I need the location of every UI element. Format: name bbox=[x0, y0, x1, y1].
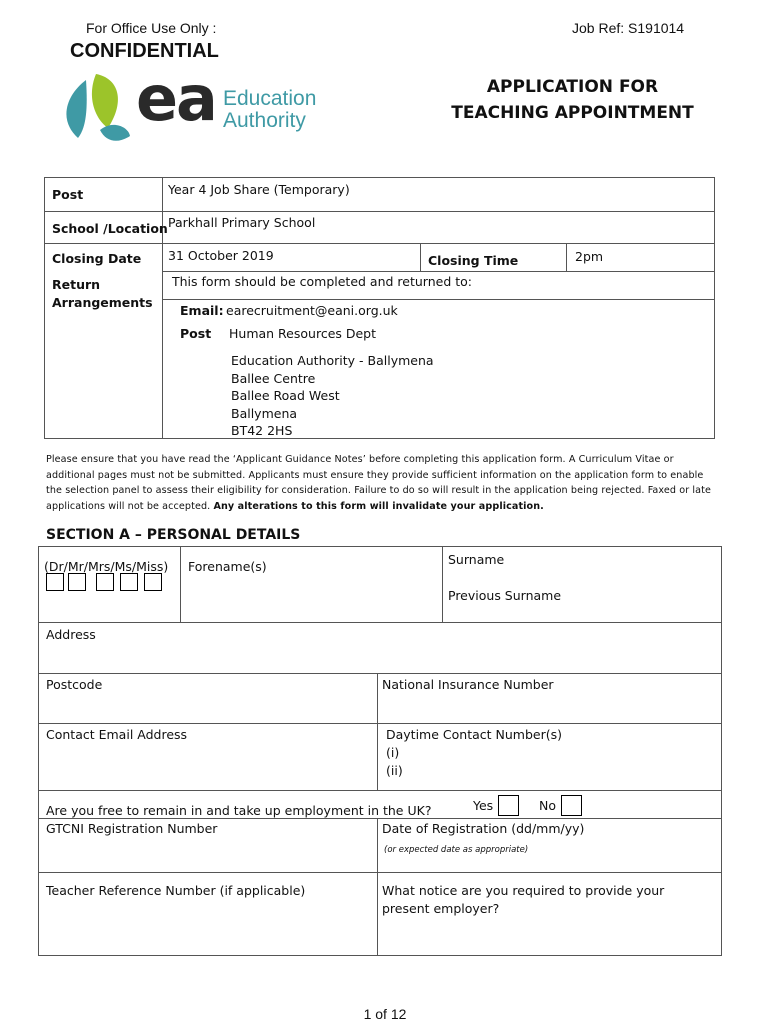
daytime-number-ii: (ii) bbox=[386, 763, 403, 778]
address-line-3: Ballee Centre bbox=[231, 371, 316, 386]
daytime-number-label: Daytime Contact Number(s) bbox=[386, 727, 562, 742]
yes-checkbox[interactable] bbox=[498, 795, 519, 816]
ea-logo bbox=[56, 62, 336, 146]
return-email[interactable]: earecruitment@eani.org.uk bbox=[226, 303, 398, 318]
closing-date-label: Closing Date bbox=[52, 251, 142, 266]
contact-email-label: Contact Email Address bbox=[46, 727, 188, 742]
ea-leaf-icon bbox=[56, 70, 146, 146]
post-address-label: Post bbox=[180, 326, 212, 341]
return-label-2: Arrangements bbox=[52, 295, 153, 310]
address-line-6: BT42 2HS bbox=[231, 423, 293, 438]
form-title-line1: APPLICATION FOR bbox=[486, 77, 659, 97]
daytime-number-i: (i) bbox=[386, 745, 400, 760]
surname-label: Surname bbox=[448, 552, 505, 567]
logo-text-line1: Education bbox=[223, 87, 317, 110]
title-checkbox-mr[interactable] bbox=[68, 573, 86, 591]
forename-label: Forename(s) bbox=[188, 559, 267, 574]
title-label: (Dr/Mr/Mrs/Ms/Miss) bbox=[44, 559, 169, 574]
title-checkbox-mrs[interactable] bbox=[96, 573, 114, 591]
title-checkbox-dr[interactable] bbox=[46, 573, 64, 591]
guidance-notice bbox=[46, 452, 726, 514]
notice-line: the selection panel to assess their eligibility for consideration. Failure to do so will result in the application being rejected. Faxed or late bbox=[46, 485, 712, 496]
teacher-reference-label: Teacher Reference Number (if applicable) bbox=[46, 883, 306, 898]
registration-date-label: Date of Registration (dd/mm/yy) bbox=[382, 821, 585, 836]
notice-warning: Any alterations to this form will invalidate your application. bbox=[213, 500, 544, 512]
gtcni-label: GTCNI Registration Number bbox=[46, 821, 218, 836]
no-label: No bbox=[539, 798, 556, 813]
notice-line: additional pages must not be submitted. Applicants must ensure they provide sufficient information on the application form to enable bbox=[46, 469, 704, 481]
form-title-line2: TEACHING APPOINTMENT bbox=[451, 103, 694, 123]
logo-mark: ea bbox=[136, 62, 216, 135]
title-checkbox-ms[interactable] bbox=[120, 573, 138, 591]
registration-date-note: (or expected date as appropriate) bbox=[384, 845, 529, 855]
no-checkbox[interactable] bbox=[561, 795, 582, 816]
address-line-4: Ballee Road West bbox=[231, 388, 340, 403]
address-line-1: Human Resources Dept bbox=[229, 326, 377, 341]
school-label: School /Location bbox=[52, 221, 168, 236]
email-label: Email: bbox=[180, 303, 224, 318]
office-use-label: For Office Use Only : bbox=[86, 20, 217, 36]
notice-line: Please ensure that you have read the ‘Applicant Guidance Notes’ before completing this application form. A Curriculum Vitae or bbox=[46, 454, 674, 465]
notice-period-label-2: present employer? bbox=[382, 901, 500, 916]
post-value: Year 4 Job Share (Temporary) bbox=[168, 182, 350, 197]
confidential-label: CONFIDENTIAL bbox=[70, 40, 219, 62]
logo-text-line2: Authority bbox=[223, 109, 306, 132]
yes-label: Yes bbox=[473, 798, 494, 813]
post-label: Post bbox=[52, 187, 84, 202]
page-number: 1 of 12 bbox=[363, 1006, 407, 1022]
uk-employment-question: Are you free to remain in and take up employment in the UK? bbox=[46, 803, 432, 818]
address-line-5: Ballymena bbox=[231, 406, 298, 421]
previous-surname-label: Previous Surname bbox=[448, 588, 562, 603]
address-line-2: Education Authority - Ballymena bbox=[231, 353, 434, 368]
postcode-label: Postcode bbox=[46, 677, 103, 692]
address-label: Address bbox=[46, 627, 96, 642]
school-value: Parkhall Primary School bbox=[168, 215, 316, 230]
notice-line: applications will not be accepted. bbox=[46, 500, 214, 512]
title-checkbox-miss[interactable] bbox=[144, 573, 162, 591]
ni-number-label: National Insurance Number bbox=[382, 677, 554, 692]
return-label-1: Return bbox=[52, 277, 101, 292]
section-a-heading: SECTION A – PERSONAL DETAILS bbox=[46, 527, 301, 543]
return-intro: This form should be completed and returned to: bbox=[172, 274, 472, 289]
closing-time-value: 2pm bbox=[575, 249, 604, 264]
notice-period-label-1: What notice are you required to provide your bbox=[382, 883, 665, 898]
job-ref: Job Ref: S191014 bbox=[572, 20, 685, 36]
closing-time-label: Closing Time bbox=[428, 253, 519, 268]
closing-date-value: 31 October 2019 bbox=[168, 248, 274, 263]
